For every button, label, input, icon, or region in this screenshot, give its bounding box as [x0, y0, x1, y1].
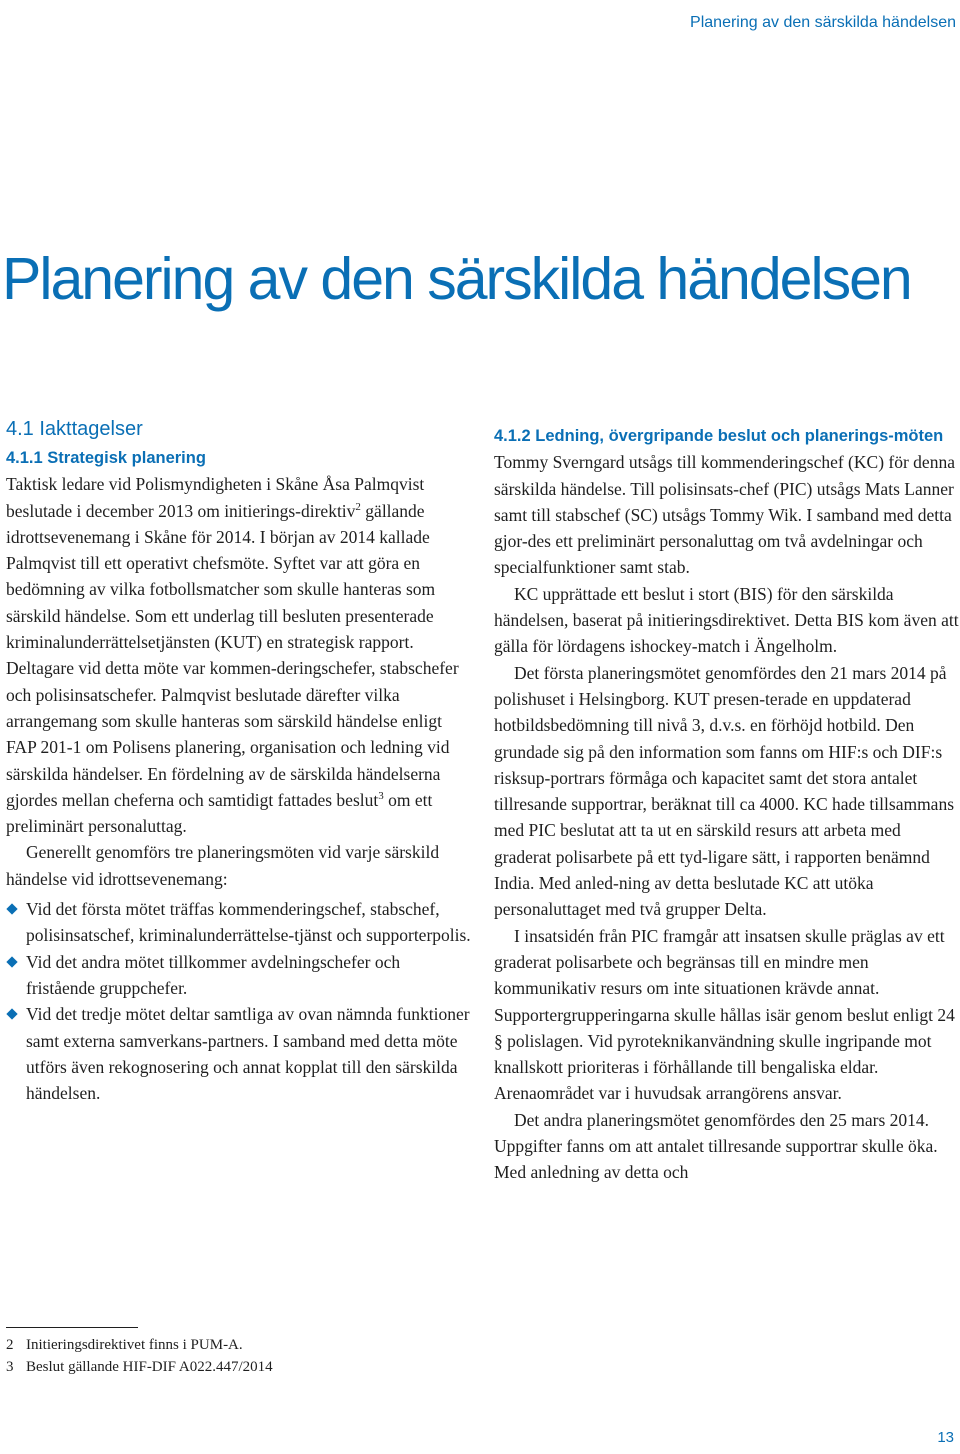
left-column — [6, 418, 472, 1106]
paragraph-text: Taktisk ledare vid Polismyndigheten i Skåne Åsa Palmqvist beslutade i december 2013 om initierings-direktiv — [6, 474, 425, 521]
page-title: Planering av den särskilda händelsen — [2, 246, 911, 312]
paragraph-text: om ett preliminärt personaluttag. — [6, 789, 433, 837]
footnote-3 — [6, 1356, 472, 1378]
footnote-divider — [6, 1327, 138, 1328]
meeting-list — [6, 896, 472, 1106]
section-heading: 4.1 Iakttagelser — [6, 418, 143, 440]
list-item-text: Vid det andra mötet tillkommer avdelningschefer och fristående gruppchefer. — [26, 951, 401, 998]
paragraph-text: gällande idrottsevenemang i Skåne för 2014. I början av 2014 kallade Palmqvist till ett operativt chefsmöte. Syftet var att göra en bedömning av vilka fotbollsmatcher som skulle hanteras som särskild händelse. Som ett underlag till besluten presenterade kriminalunderrättelsetjänsten (KUT) en strategisk rapport. Deltagare vid detta möte var kommen-deringschefer, stabschefer och polisinsatschefer. Palmqvist beslutade därefter vilka arrangemang som skulle hanteras som särskild händelse enligt FAP 201-1 om Polisens planering, organisation och ledning vid särskilda händelser. En fördelning av de särskilda händelserna gjordes mellan cheferna och samtidigt fattades beslut — [6, 500, 459, 810]
paragraph-bis: KC upprättade ett beslut i stort (BIS) för den särskilda händelsen, baserat på initieringsdirektivet. Detta BIS kom även att gälla för lördagens ishockey-match i Ängelholm. — [494, 583, 959, 657]
footnotes — [6, 1334, 472, 1378]
footnote-text: Initieringsdirektivet finns i PUM-A. — [26, 1337, 243, 1353]
footnote-number: 3 — [6, 1359, 14, 1375]
paragraph-operation-idea: I insatsidén från PIC framgår att insatsen skulle präglas av ett graderat polisarbete och begränsas till en mindre men kommunikativ resurs om inte situationen krävde annat. Supportergrupperingarna skulle hållas isär genom beslut enligt 24 § polislagen. Vid pyroteknikanvändning skulle ingripande mot knallskott prioriteras i förhållande till bengaliska eldar. Arenaområdet var i huvudsak arrangörens ansvar. — [494, 925, 955, 1104]
paragraph-second-meeting: Det andra planeringsmötet genomfördes den 25 mars 2014. Uppgifter fanns om att antalet tillresande supportrar skulle öka. Med anledning av detta och — [494, 1109, 938, 1183]
diamond-bullet-icon — [6, 903, 17, 914]
footnote-ref-2[interactable]: 2 — [355, 500, 361, 513]
right-column — [494, 423, 960, 1186]
running-header: Planering av den särskilda händelsen — [690, 14, 956, 31]
list-item-text: Vid det tredje mötet deltar samtliga av ovan nämnda funktioner samt externa samverkans-partners. I samband med detta möte utförs även rekognosering och annat kopplat till den särskilda händelsen. — [26, 1004, 470, 1104]
subsection-heading-strategic-planning: 4.1.1 Strategisk planering — [6, 449, 206, 467]
list-item — [6, 1001, 472, 1106]
paragraph-first-meeting: Det första planeringsmötet genomfördes den 21 mars 2014 på polishuset i Helsingborg. KUT presen-terade en uppdaterad hotbildsbedömning till nivå 3, d.v.s. en förhöjd hotbild. Den grundade sig på den information som fanns om HIF:s och DIF:s risksup-portrars förmåga och kapacitet samt det stora antalet tillresande supportrar, beräknat till ca 4000. KC hade tillsammans med PIC beslutat att ta ut en särskild resurs att arbeta med graderat polisarbete på ett tyd-ligare sätt, i rapporten benämnd India. Med anled-ning av detta beslutade KC att utöka personaluttaget med två grupper Delta. — [494, 662, 955, 920]
footnote-text: Beslut gällande HIF-DIF A022.447/2014 — [26, 1359, 273, 1375]
list-item — [6, 896, 472, 949]
list-item — [6, 949, 472, 1002]
footnote-ref-3[interactable]: 3 — [378, 790, 384, 803]
list-item-text: Vid det första mötet träffas kommenderingschef, stabschef, polisinsatschef, kriminalunderrättelse-tjänst och supporterpolis. — [26, 899, 471, 946]
page-number: 13 — [937, 1429, 954, 1446]
diamond-bullet-icon — [6, 1009, 17, 1020]
diamond-bullet-icon — [6, 956, 17, 967]
paragraph-strategic-planning — [6, 471, 472, 839]
footnote-number: 2 — [6, 1337, 14, 1353]
subsection-heading-leadership: 4.1.2 Ledning, övergripande beslut och planerings-möten — [494, 427, 944, 445]
paragraph-planning-meetings: Generellt genomförs tre planeringsmöten vid varje särskild händelse vid idrottsevenemang: — [6, 842, 440, 889]
paragraph-appointments: Tommy Sverngard utsågs till kommenderingschef (KC) för denna särskilda händelse. Till polisinsats-chef (PIC) utsågs Mats Lanner samt till stabschef (SC) utsågs Tommy Wik. I samband med detta gjor-des ett preliminärt personaluttag om två avdelningar och specialfunktioner samt stab. — [494, 452, 955, 578]
footnote-2 — [6, 1334, 472, 1356]
